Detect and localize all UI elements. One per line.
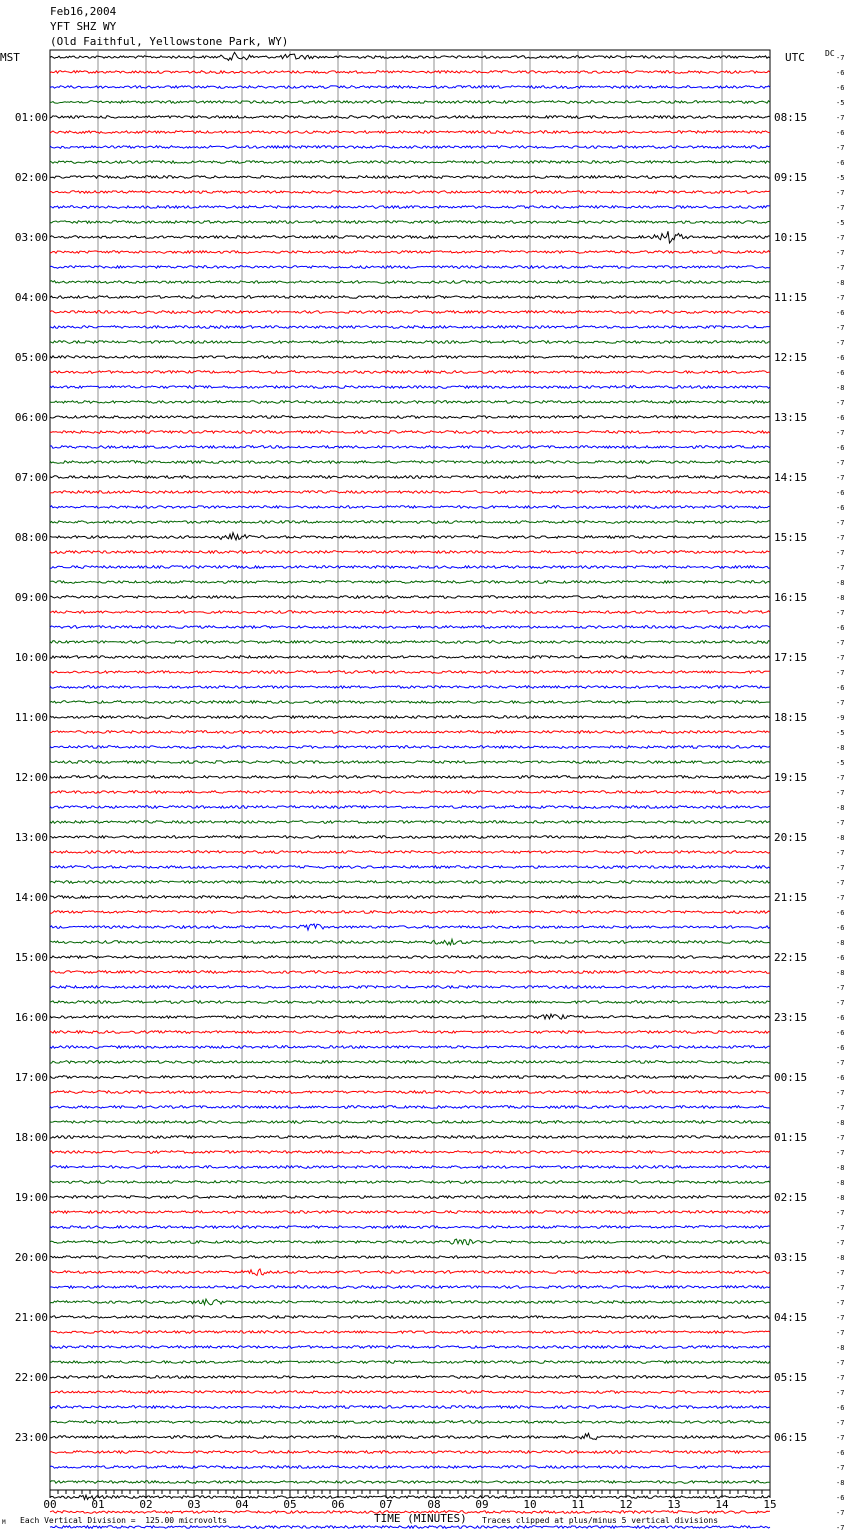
x-tick-label: 14 — [715, 1498, 729, 1511]
utc-hour-label: 16:15 — [774, 591, 808, 604]
seismic-trace — [50, 1166, 770, 1169]
seismic-trace — [50, 1495, 770, 1499]
dc-offset-label: -6 — [836, 129, 845, 137]
dc-offset-label: -8 — [836, 1164, 845, 1172]
seismic-trace — [50, 1076, 770, 1079]
dc-offset-label: -7 — [836, 339, 845, 347]
dc-offset-label: -7 — [836, 1389, 845, 1397]
dc-offset-label: -7 — [836, 1434, 845, 1442]
dc-offset-label: -7 — [836, 204, 845, 212]
utc-hour-label: 12:15 — [774, 351, 808, 364]
seismic-trace — [50, 221, 770, 224]
dc-offset-label: -7 — [836, 459, 845, 467]
seismic-trace — [50, 1121, 770, 1124]
utc-hour-label: 10:15 — [774, 231, 808, 244]
mst-hour-label: 01:00 — [14, 111, 48, 124]
dc-offset-label: -7 — [836, 1284, 845, 1292]
seismic-trace — [50, 924, 770, 930]
dc-offset-label: -7 — [836, 324, 845, 332]
seismic-trace — [50, 1181, 770, 1184]
seismic-trace — [50, 716, 770, 719]
seismic-trace — [50, 251, 770, 254]
clip-note: Traces clipped at plus/minus 5 vertical divisions — [482, 1516, 719, 1525]
dc-offset-label: -5 — [836, 99, 845, 107]
dc-offset-label: -7 — [836, 264, 845, 272]
seismic-trace — [50, 231, 770, 243]
x-tick-label: 07 — [379, 1498, 393, 1511]
dc-offset-label: -7 — [836, 54, 845, 62]
seismic-trace — [50, 491, 770, 494]
seismic-trace — [50, 1481, 770, 1484]
utc-hour-label: 15:15 — [774, 531, 808, 544]
dc-offset-label: -6 — [836, 444, 845, 452]
seismic-trace — [50, 881, 770, 884]
dc-offset-label: -8 — [836, 1254, 845, 1262]
mst-hour-label: 16:00 — [14, 1011, 48, 1024]
dc-offset-label: -7 — [836, 849, 845, 857]
x-tick-label: 04 — [235, 1498, 249, 1511]
seismic-trace — [50, 1136, 770, 1139]
seismic-trace — [50, 731, 770, 734]
dc-offset-label: -7 — [836, 144, 845, 152]
seismic-trace — [50, 1091, 770, 1094]
mst-hour-label: 15:00 — [14, 951, 48, 964]
seismic-trace — [50, 101, 770, 104]
dc-offset-label: -8 — [836, 969, 845, 977]
dc-offset-label: -7 — [836, 699, 845, 707]
utc-hour-label: 14:15 — [774, 471, 808, 484]
dc-offset-label: -8 — [836, 1479, 845, 1487]
dc-offset-label: -6 — [836, 159, 845, 167]
dc-offset-label: -7 — [836, 1359, 845, 1367]
dc-offset-label: -6 — [836, 924, 845, 932]
utc-hour-label: 06:15 — [774, 1431, 808, 1444]
seismic-trace — [50, 161, 770, 164]
dc-offset-label: -5 — [836, 219, 845, 227]
dc-offset-label: -7 — [836, 894, 845, 902]
mst-hour-label: 12:00 — [14, 771, 48, 784]
dc-offset-label: -7 — [836, 639, 845, 647]
seismic-trace — [50, 281, 770, 284]
dc-offset-label: -7 — [836, 1224, 845, 1232]
dc-offset-label: -7 — [836, 1464, 845, 1472]
seismic-trace — [50, 1046, 770, 1049]
dc-offset-label: -6 — [836, 1029, 845, 1037]
seismic-trace — [50, 521, 770, 524]
dc-offset-label: -6 — [836, 354, 845, 362]
seismic-trace — [50, 956, 770, 959]
dc-offset-label: -7 — [836, 669, 845, 677]
x-tick-label: 06 — [331, 1498, 345, 1511]
location-label: (Old Faithful, Yellowstone Park, WY) — [50, 35, 289, 48]
dc-offset-label: -6 — [836, 684, 845, 692]
dc-offset-label: -8 — [836, 579, 845, 587]
dc-offset-label: -8 — [836, 1194, 845, 1202]
dc-offset-label: -7 — [836, 774, 845, 782]
dc-offset-label: -7 — [836, 609, 845, 617]
seismic-trace — [50, 146, 770, 149]
utc-hour-label: 00:15 — [774, 1071, 808, 1084]
seismic-trace — [50, 1421, 770, 1424]
station-label: YFT SHZ WY — [50, 20, 117, 33]
dc-offset-label: -7 — [836, 474, 845, 482]
dc-offset-label: -7 — [836, 654, 845, 662]
utc-hour-label: 09:15 — [774, 171, 808, 184]
seismic-trace — [50, 191, 770, 194]
seismic-trace — [50, 581, 770, 584]
dc-offset-label: -7 — [836, 999, 845, 1007]
seismic-trace — [50, 266, 770, 269]
seismic-trace — [50, 1299, 770, 1305]
dc-offset-label: -7 — [836, 1299, 845, 1307]
dc-offset-label: -6 — [836, 84, 845, 92]
x-tick-label: 05 — [283, 1498, 297, 1511]
utc-hour-label: 04:15 — [774, 1311, 808, 1324]
seismic-trace — [50, 791, 770, 794]
dc-offset-label: -7 — [836, 1209, 845, 1217]
seismic-trace — [50, 671, 770, 674]
seismic-trace — [50, 1001, 770, 1004]
mst-hour-label: 05:00 — [14, 351, 48, 364]
seismic-trace — [50, 1451, 770, 1454]
x-tick-label: 01 — [91, 1498, 105, 1511]
seismic-trace — [50, 356, 770, 359]
corner-mark: M — [2, 1519, 6, 1526]
seismic-trace — [50, 506, 770, 509]
dc-offset-label: -6 — [836, 504, 845, 512]
seismic-trace — [50, 686, 770, 689]
dc-offset-label: -6 — [836, 1044, 845, 1052]
utc-hour-label: 21:15 — [774, 891, 808, 904]
dc-offset-label: -8 — [836, 744, 845, 752]
dc-offset-label: -6 — [836, 1449, 845, 1457]
mst-hour-label: 14:00 — [14, 891, 48, 904]
seismic-trace — [50, 806, 770, 809]
dc-offset-label: -6 — [836, 309, 845, 317]
seismic-trace — [50, 1316, 770, 1319]
seismic-trace — [50, 971, 770, 974]
dc-offset-label: -8 — [836, 279, 845, 287]
mst-hour-label: 19:00 — [14, 1191, 48, 1204]
dc-offset-label: -6 — [836, 489, 845, 497]
seismic-trace — [50, 1196, 770, 1199]
seismic-trace — [50, 326, 770, 329]
dc-offset-label: -8 — [836, 384, 845, 392]
seismic-trace — [50, 746, 770, 749]
scale-note: Each Vertical Division = 125.00 microvolts — [20, 1516, 228, 1525]
seismic-trace — [50, 1526, 770, 1529]
mst-hour-label: 18:00 — [14, 1131, 48, 1144]
dc-offset-label: -8 — [836, 834, 845, 842]
dc-offset-label: -7 — [836, 534, 845, 542]
seismic-trace — [50, 986, 770, 989]
seismic-trace — [50, 52, 770, 60]
x-tick-label: 02 — [139, 1498, 153, 1511]
x-tick-label: 11 — [571, 1498, 585, 1511]
mst-hour-label: 13:00 — [14, 831, 48, 844]
dc-offset-label: -6 — [836, 414, 845, 422]
dc-offset-label: -7 — [836, 1239, 845, 1247]
dc-offset-label: -9 — [836, 714, 845, 722]
dc-offset-label: -8 — [836, 1179, 845, 1187]
seismic-trace — [50, 866, 770, 869]
mst-hour-label: 10:00 — [14, 651, 48, 664]
seismic-trace — [50, 131, 770, 134]
seismic-trace — [50, 1269, 770, 1276]
dc-offset-label: -8 — [836, 1344, 845, 1352]
seismic-trace — [50, 776, 770, 779]
dc-offset-label: -7 — [836, 399, 845, 407]
dc-offset-label: -7 — [836, 1104, 845, 1112]
dc-offset-label: -7 — [836, 1269, 845, 1277]
utc-hour-label: 01:15 — [774, 1131, 808, 1144]
dc-offset-label: -7 — [836, 1149, 845, 1157]
seismic-trace — [50, 341, 770, 344]
seismic-trace — [50, 1346, 770, 1349]
seismic-trace — [50, 71, 770, 74]
x-tick-label: 09 — [475, 1498, 489, 1511]
dc-offset-label: -7 — [836, 864, 845, 872]
seismic-trace — [50, 116, 770, 119]
seismic-trace — [50, 431, 770, 434]
x-tick-label: 08 — [427, 1498, 441, 1511]
utc-hour-label: 23:15 — [774, 1011, 808, 1024]
dc-offset-label: -7 — [836, 789, 845, 797]
utc-hour-label: 18:15 — [774, 711, 808, 724]
dc-offset-label: -7 — [836, 114, 845, 122]
dc-offset-label: -7 — [836, 234, 845, 242]
seismic-trace — [50, 386, 770, 389]
utc-hour-label: 22:15 — [774, 951, 808, 964]
dc-offset-label: -7 — [836, 1059, 845, 1067]
dc-offset-label: -6 — [836, 69, 845, 77]
dc-offset-label: -7 — [836, 249, 845, 257]
seismic-trace — [50, 176, 770, 179]
x-tick-label: 15 — [763, 1498, 777, 1511]
utc-hour-label: 02:15 — [774, 1191, 808, 1204]
x-axis-title: TIME (MINUTES) — [374, 1512, 467, 1525]
seismic-trace — [50, 1061, 770, 1064]
seismic-trace — [50, 701, 770, 704]
dc-offset-label: -6 — [836, 954, 845, 962]
dc-offset-label: -6 — [836, 1494, 845, 1502]
dc-offset-label: -7 — [836, 1329, 845, 1337]
dc-offset-label: -7 — [836, 189, 845, 197]
seismic-trace — [50, 1151, 770, 1154]
seismic-trace — [50, 1226, 770, 1229]
seismic-trace — [50, 296, 770, 299]
utc-hour-label: 05:15 — [774, 1371, 808, 1384]
mst-hour-label: 11:00 — [14, 711, 48, 724]
mst-hour-label: 03:00 — [14, 231, 48, 244]
date-label: Feb16,2004 — [50, 5, 117, 18]
seismic-trace — [50, 1286, 770, 1289]
dc-offset-label: -8 — [836, 1119, 845, 1127]
dc-offset-label: -7 — [836, 1134, 845, 1142]
utc-hour-label: 20:15 — [774, 831, 808, 844]
dc-offset-label: -5 — [836, 174, 845, 182]
seismic-trace — [50, 611, 770, 614]
seismic-trace — [50, 206, 770, 209]
x-tick-label: 00 — [43, 1498, 57, 1511]
dc-offset-label: -8 — [836, 804, 845, 812]
seismic-trace — [50, 1256, 770, 1259]
seismic-trace — [50, 416, 770, 419]
x-tick-label: 12 — [619, 1498, 633, 1511]
dc-offset-label: -6 — [836, 1014, 845, 1022]
seismic-trace — [50, 821, 770, 824]
mst-hour-label: 17:00 — [14, 1071, 48, 1084]
dc-offset-label: -7 — [836, 519, 845, 527]
seismic-trace — [50, 1014, 770, 1019]
utc-hour-label: 08:15 — [774, 111, 808, 124]
mst-hour-label: 22:00 — [14, 1371, 48, 1384]
seismic-trace — [50, 461, 770, 464]
utc-hour-label: 11:15 — [774, 291, 808, 304]
utc-hour-label: 17:15 — [774, 651, 808, 664]
seismic-trace — [50, 641, 770, 644]
utc-hour-label: 03:15 — [774, 1251, 808, 1264]
seismic-trace — [50, 1211, 770, 1214]
seismic-trace — [50, 446, 770, 449]
seismic-trace — [50, 86, 770, 89]
dc-offset-label: -7 — [836, 1314, 845, 1322]
seismic-trace — [50, 656, 770, 659]
dc-offset-label: -8 — [836, 939, 845, 947]
x-tick-label: 13 — [667, 1498, 681, 1511]
seismic-trace — [50, 836, 770, 839]
seismic-trace — [50, 1331, 770, 1334]
dc-offset-label: -7 — [836, 1089, 845, 1097]
mst-hour-label: 07:00 — [14, 471, 48, 484]
left-axis-title: MST — [0, 51, 20, 64]
seismic-trace — [50, 1376, 770, 1379]
right-axis-title: UTC — [785, 51, 805, 64]
mst-hour-label: 09:00 — [14, 591, 48, 604]
seismic-trace — [50, 1406, 770, 1409]
seismic-trace — [50, 1433, 770, 1439]
mst-hour-label: 20:00 — [14, 1251, 48, 1264]
seismic-trace — [50, 1031, 770, 1034]
dc-offset-label: -7 — [836, 549, 845, 557]
dc-offset-label: -6 — [836, 624, 845, 632]
seismic-trace — [50, 939, 770, 945]
mst-hour-label: 21:00 — [14, 1311, 48, 1324]
dc-offset-label: -6 — [836, 909, 845, 917]
seismic-trace — [50, 896, 770, 899]
seismic-trace — [50, 551, 770, 554]
mst-hour-label: 02:00 — [14, 171, 48, 184]
dc-offset-label: -6 — [836, 1404, 845, 1412]
dc-offset-label: -6 — [836, 369, 845, 377]
seismic-trace — [50, 851, 770, 854]
dc-offset-label: -7 — [836, 429, 845, 437]
seismic-trace — [50, 476, 770, 479]
seismic-trace — [50, 401, 770, 404]
mst-hour-label: 23:00 — [14, 1431, 48, 1444]
dc-offset-label: -7 — [836, 1524, 845, 1532]
seismic-trace — [50, 1391, 770, 1394]
dc-offset-label: -5 — [836, 759, 845, 767]
dc-offset-label: -7 — [836, 1419, 845, 1427]
dc-offset-label: -8 — [836, 594, 845, 602]
seismic-trace — [50, 533, 770, 540]
seismic-trace — [50, 566, 770, 569]
mst-hour-label: 04:00 — [14, 291, 48, 304]
seismic-trace — [50, 1361, 770, 1364]
seismic-trace — [50, 761, 770, 764]
x-tick-label: 03 — [187, 1498, 201, 1511]
dc-offset-label: -7 — [836, 564, 845, 572]
dc-offset-label: -5 — [836, 729, 845, 737]
seismic-trace — [50, 371, 770, 374]
dc-offset-label: -6 — [836, 1074, 845, 1082]
x-tick-label: 10 — [523, 1498, 537, 1511]
dc-offset-label: -7 — [836, 1374, 845, 1382]
seismic-trace — [50, 1106, 770, 1109]
seismic-trace — [50, 311, 770, 314]
mst-hour-label: 08:00 — [14, 531, 48, 544]
seismic-trace — [50, 1239, 770, 1245]
utc-hour-label: 19:15 — [774, 771, 808, 784]
seismic-trace — [50, 626, 770, 629]
dc-offset-label: -7 — [836, 1509, 845, 1517]
seismic-trace — [50, 1466, 770, 1469]
utc-hour-label: 13:15 — [774, 411, 808, 424]
dc-offset-label: -7 — [836, 984, 845, 992]
dc-label: DC — [825, 49, 835, 58]
dc-offset-label: -7 — [836, 879, 845, 887]
dc-offset-label: -7 — [836, 294, 845, 302]
seismic-trace — [50, 911, 770, 914]
mst-hour-label: 06:00 — [14, 411, 48, 424]
dc-offset-label: -7 — [836, 819, 845, 827]
seismic-trace — [50, 596, 770, 599]
